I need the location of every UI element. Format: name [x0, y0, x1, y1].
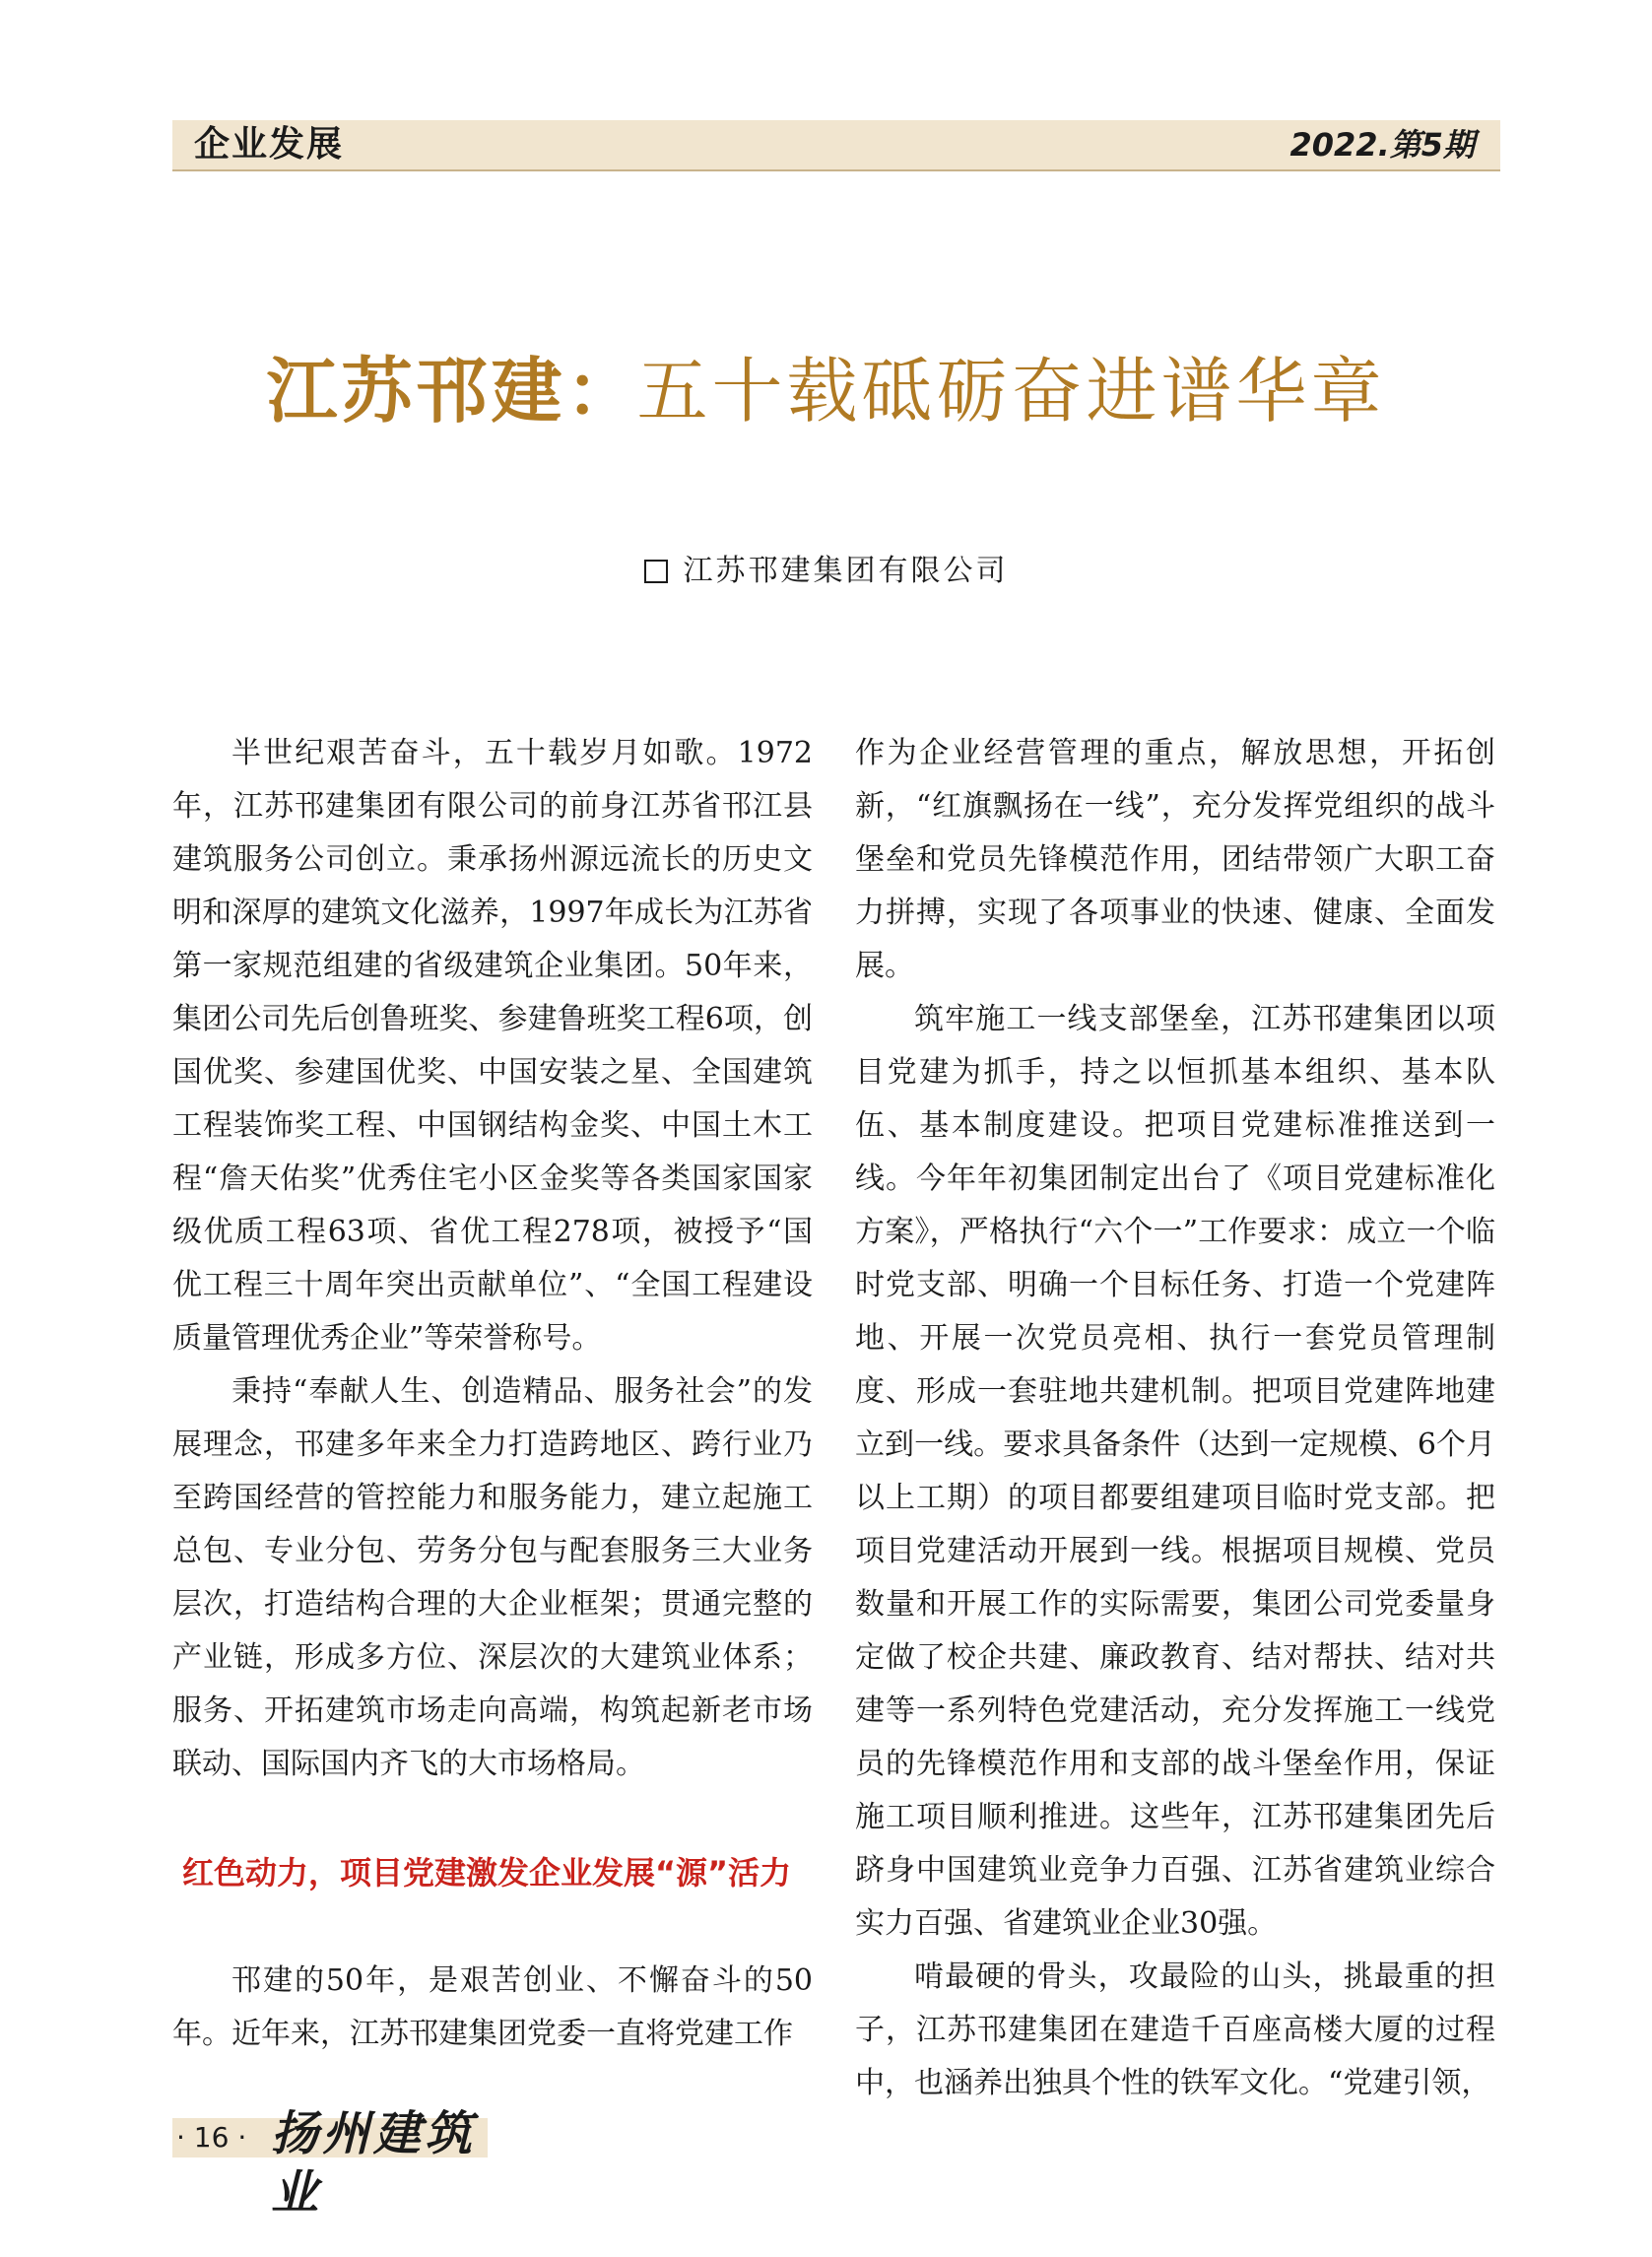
title-separator: ： — [565, 350, 637, 432]
page-number: · 16 · — [176, 2121, 247, 2154]
paragraph: 邗建的50年，是艰苦创业、不懈奋斗的50年。近年来，江苏邗建集团党委一直将党建工作 — [172, 1963, 813, 2051]
left-column — [172, 727, 813, 2061]
square-icon — [644, 560, 668, 583]
paragraph: 啃最硬的骨头，攻最险的山头，挑最重的担子，江苏邗建集团在建造千百座高楼大厦的过程中，也涵养出独具个性的铁军文化。“党建引领， — [855, 1959, 1495, 2100]
byline — [0, 552, 1652, 591]
right-column — [855, 727, 1495, 2110]
paragraph-continued: 作为企业经营管理的重点，解放思想，开拓创新，“红旗飘扬在一线”，充分发挥党组织的战斗堡垒和党员先锋模范作用，团结带领广大职工奋力拼搏，实现了各项事业的快速、健康、全面发展。 — [855, 736, 1495, 983]
title-bold-part: 江苏邗建 — [266, 350, 566, 432]
title-light-part: 五十载砥砺奋进谱华章 — [636, 350, 1386, 432]
issue-label: 2022.第5期 — [1289, 126, 1475, 164]
author-name: 江苏邗建集团有限公司 — [683, 554, 1009, 588]
running-header — [172, 120, 1500, 171]
paragraph: 秉持“奉献人生、创造精品、服务社会”的发展理念，邗建多年来全力打造跨地区、跨行业乃至跨国经营的管控能力和服务能力，建立起施工总包、专业分包、劳务分包与配套服务三大业务层次，打造结构合理的大企业框架；贯通完整的产业链，形成多方位、深层次的大建筑业体系；服务、开拓建筑市场走向高端，构筑起新老市场联动、国际国内齐飞的大市场格局。 — [172, 1374, 813, 1781]
paragraph: 筑牢施工一线支部堡垒，江苏邗建集团以项目党建为抓手，持之以恒抓基本组织、基本队伍、基本制度建设。把项目党建标准推送到一线。今年年初集团制定出台了《项目党建标准化方案》，严格执行“六个一”工作要求：成立一个临时党支部、明确一个目标任务、打造一个党建阵地、开展一次党员亮相、执行一套党员管理制度、形成一套驻地共建机制。把项目党建阵地建立到一线。要求具备条件（达到一定规模、6个月以上工期）的项目都要组建项目临时党支部。把项目党建活动开展到一线。根据项目规模、党员数量和开展工作的实际需要，集团公司党委量身定做了校企共建、廉政教育、结对帮扶、结对共建等一系列特色党建活动，充分发挥施工一线党员的先锋模范作用和支部的战斗堡垒作用，保证施工项目顺利推进。这些年，江苏邗建集团先后跻身中国建筑业竞争力百强、江苏省建筑业综合实力百强、省建筑业企业30强。 — [855, 1002, 1495, 1941]
section-subheading: 红色动力，项目党建激发企业发展“源”活力 — [182, 1854, 792, 1892]
section-name: 企业发展 — [194, 124, 345, 165]
page-footer — [172, 2106, 488, 2221]
article-title — [0, 347, 1652, 435]
magazine-logo: 扬州建筑业 — [271, 2106, 477, 2221]
paragraph: 半世纪艰苦奋斗，五十载岁月如歌。1972年，江苏邗建集团有限公司的前身江苏省邗江县建筑服务公司创立。秉承扬州源远流长的历史文明和深厚的建筑文化滋养，1997年成长为江苏省第一家规范组建的省级建筑企业集团。50年来，集团公司先后创鲁班奖、参建鲁班奖工程6项，创国优奖、参建国优奖、中国安装之星、全国建筑工程装饰奖工程、中国钢结构金奖、中国土木工程“詹天佑奖”优秀住宅小区金奖等各类国家国家级优质工程63项、省优工程278项，被授予“国优工程三十周年突出贡献单位”、“全国工程建设质量管理优秀企业”等荣誉称号。 — [172, 736, 813, 1356]
